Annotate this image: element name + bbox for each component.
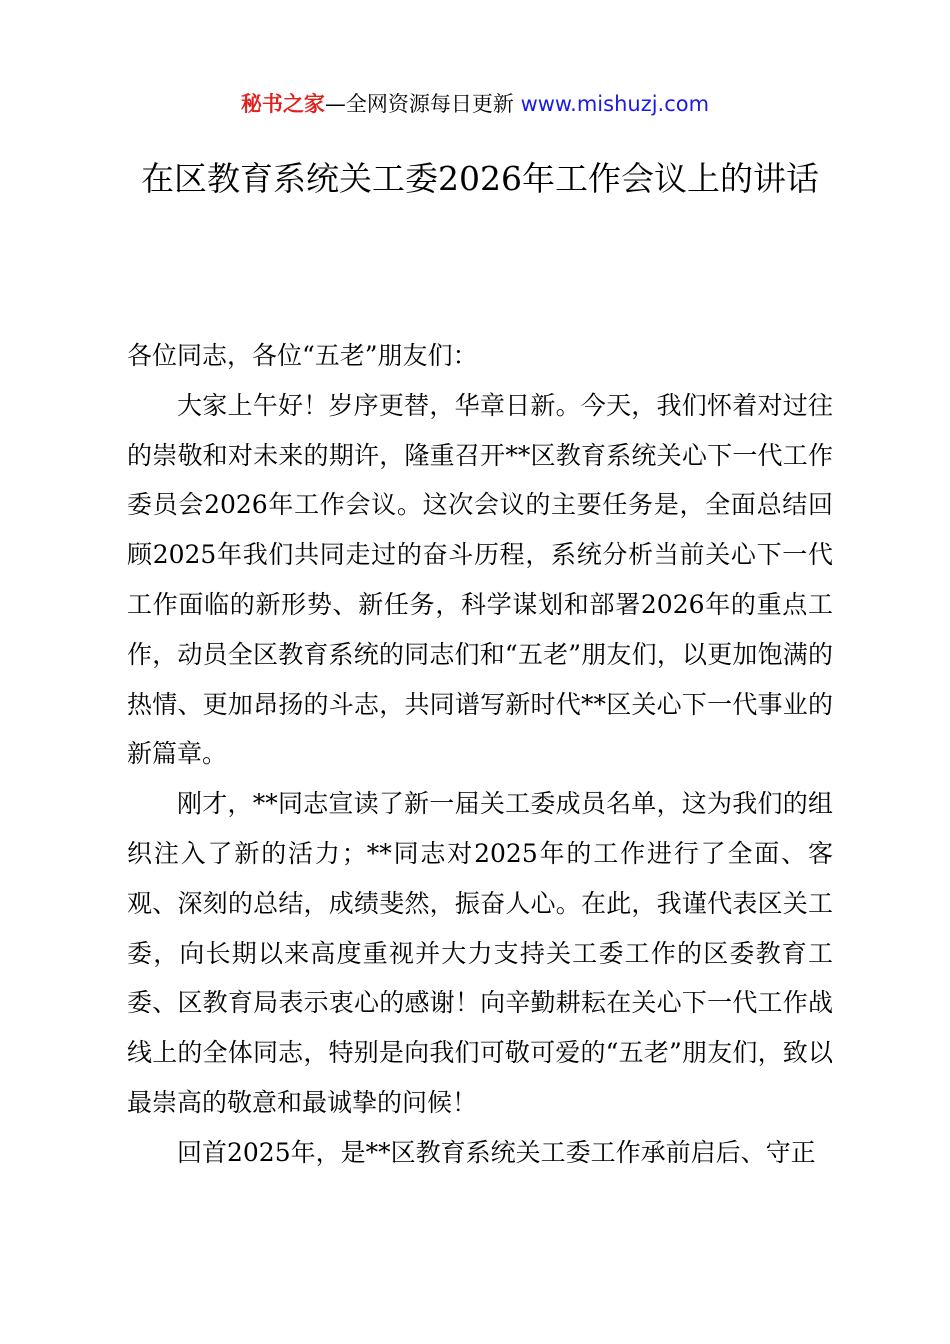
paragraph-2: 刚才，**同志宣读了新一届关工委成员名单，这为我们的组织注入了新的活力；**同志对2025年的工作进行了全面、客观、深刻的总结，成绩斐然，振奋人心。在此，我谨代表区关工委，向长期以来高度重视并大力支持关工委工作的区委教育工委、区教育局表示衷心的感谢！向辛勤耕耘在关心下一代工作战线上的全体同志，特别是向我们可敬可爱的“五老”朋友们，致以最崇高的敬意和最诚挚的问候！ xyxy=(127,789,833,1117)
paragraph-1: 大家上午好！岁序更替，华章日新。今天，我们怀着对过往的崇敬和对未来的期许，隆重召开**区教育系统关心下一代工作委员会2026年工作会议。这次会议的主要任务是，全面总结回顾2025年我们共同走过的奋斗历程，系统分析当前关心下一代工作面临的新形势、新任务，科学谋划和部署2026年的重点工作，动员全区教育系统的同志们和“五老”朋友们，以更加饱满的热情、更加昂扬的斗志，共同谱写新时代**区关心下一代事业的新篇章。 xyxy=(127,390,833,769)
document-body xyxy=(127,331,833,1178)
site-brand: 秘书之家 xyxy=(240,92,325,116)
salutation: 各位同志，各位“五老”朋友们： xyxy=(127,341,478,370)
document-title: 在区教育系统关工委2026年工作会议上的讲话 xyxy=(141,159,819,198)
paragraph-3: 回首2025年，是**区教育系统关工委工作承前启后、守正 xyxy=(177,1137,816,1167)
site-url-link[interactable]: www.mishuzj.com xyxy=(520,92,710,116)
site-banner xyxy=(0,88,950,120)
site-tagline: —全网资源每日更新 xyxy=(324,92,521,116)
